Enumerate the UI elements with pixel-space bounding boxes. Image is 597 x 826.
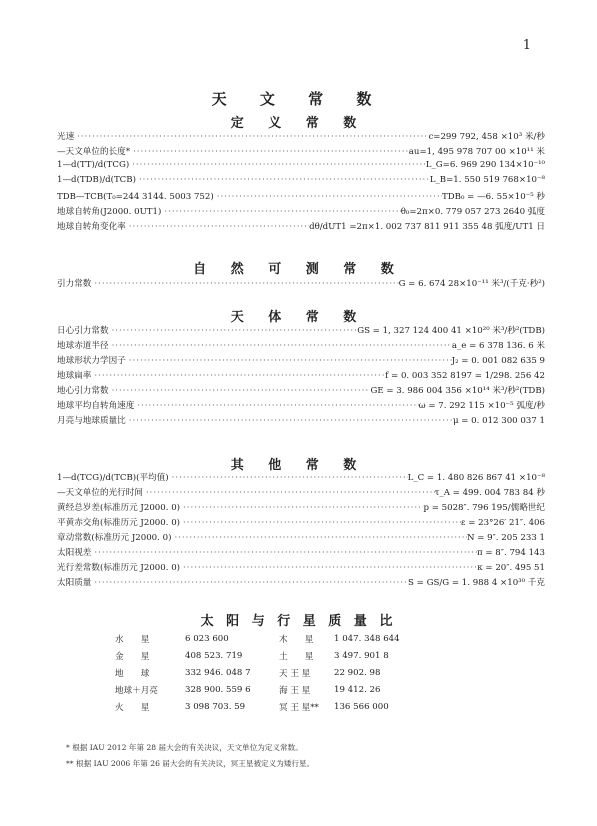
constant-value: G = 6. 674 28×10⁻¹¹ 米³/(千克·秒²) [398,279,545,289]
constant-label: 黄经总岁差(标准历元 J2000. 0) [57,503,181,513]
leader-dots [91,578,408,588]
leader-dots [91,548,477,558]
constant-label: TDB—TCB(T₀=244 3144. 5003 752) [57,192,214,202]
constant-row [57,339,545,354]
mass-ratio-row [115,630,400,647]
constant-value: c=299 792, 458 ×10³ 米/秒 [428,132,545,142]
constant-row [57,501,545,516]
constant-row [57,190,545,205]
planet-name: 木 星 [279,634,314,645]
constant-label: —天文单位的长度* [57,147,131,157]
constant-label: 光行差常数(标准历元 J2000. 0) [57,563,181,573]
constant-row [57,145,545,160]
constant-row [57,220,545,235]
planet-name: 土 星 [279,651,314,662]
leader-dots [180,518,461,528]
leader-dots [136,175,430,185]
leader-dots [109,326,358,336]
constant-row [57,384,545,399]
leader-dots [126,416,453,426]
leader-dots [134,401,418,411]
constant-label: 地球自转角(J2000. 0UT1) [57,207,162,217]
defining-constants-list [57,130,545,235]
mass-ratio-table [115,630,400,715]
constant-row [57,576,545,591]
footnote-2: ** 根据 IAU 2006 年第 26 届大会的有关决议，冥王星被定义为矮行星。 [66,759,315,768]
constant-value: au=1, 495 978 707 00 ×10¹¹ 米 [408,147,545,157]
constant-label: 月亮与地球质量比 [57,416,126,426]
constant-row [57,369,545,384]
leader-dots [91,371,385,381]
mass-ratio-value: 3 098 703. 59 [185,701,246,712]
leader-dots [143,488,435,498]
leader-dots [171,533,467,543]
constant-value: κ = 20″. 495 51 [477,563,545,573]
constant-label: 1—d(TDB)/d(TCB) [57,175,136,185]
constant-row [57,354,545,369]
constant-row [57,175,545,190]
leader-dots [130,147,409,157]
constant-label: 地球赤道半径 [57,341,109,351]
constant-row [57,399,545,414]
page-title: 天 文 常 数 [211,90,386,108]
mass-ratio-heading: 太 阳 与 行 星 质 量 比 [200,614,397,629]
mass-ratio-value: 332 946. 048 7 [185,667,251,678]
constant-value: GS = 1, 327 124 400 41 ×10²⁰ 米³/秒²(TDB) [357,326,545,336]
mass-ratio-value: 22 902. 98 [334,667,381,678]
constant-row [57,516,545,531]
constant-label: 地球平均自转角速度 [57,401,135,411]
constant-value: ω = 7. 292 115 ×10⁻⁵ 弧度/秒 [418,401,545,411]
mass-ratio-value: 3 497. 901 8 [334,650,389,661]
planet-name: 冥 王 星** [279,702,319,713]
constant-value: f = 0. 003 352 8197 = 1/298. 256 42 [385,371,545,381]
constant-label: 日心引力常数 [57,326,109,336]
mass-ratio-value: 328 900. 559 6 [185,684,251,695]
constant-value: ε = 23°26′ 21″. 406 [461,518,545,528]
leader-dots [180,503,423,513]
constant-value: θ₀=2π×0. 779 057 273 2640 弧度 [400,207,545,217]
planet-name: 天 王 星 [279,668,311,679]
constant-label: 地球扁率 [57,371,92,381]
constant-row [57,205,545,220]
leader-dots [214,192,442,202]
constant-label: 平黄赤交角(标准历元 J2000. 0) [57,518,181,528]
constant-label: 引力常数 [57,279,92,289]
constant-value: L_C = 1. 480 826 867 41 ×10⁻⁸ [407,473,545,483]
planet-name: 海 王 星 [279,685,311,696]
leader-dots [109,341,452,351]
constant-value: L_B=1. 550 519 768×10⁻⁸ [429,175,545,185]
leader-dots [126,356,452,366]
constant-row [57,561,545,576]
planet-name: 地球＋月亮 [115,685,158,696]
mass-ratio-row [115,647,400,664]
constant-value: μ = 0. 012 300 037 1 [452,416,545,426]
constant-value: a_e = 6 378 136. 6 米 [451,341,545,351]
mass-ratio-value: 408 523. 719 [185,650,243,661]
mass-ratio-value: 1 047. 348 644 [334,633,400,644]
constant-row [57,486,545,501]
constant-row [57,277,545,292]
section-heading-natural: 自 然 可 测 常 数 [193,262,404,277]
constant-row [57,531,545,546]
section-heading-body: 天 体 常 数 [230,310,367,325]
constant-value: L_G=6. 969 290 134×10⁻¹⁰ [425,160,545,170]
constant-row [57,324,545,339]
constant-value: TDB₀ = —6. 55×10⁻⁵ 秒 [442,192,545,202]
constant-row [57,471,545,486]
constant-row [57,414,545,429]
constant-label: 光速 [57,132,75,142]
planet-name: 地 球 [115,668,150,679]
leader-dots [109,386,371,396]
constant-row [57,130,545,145]
constant-value: τ_A = 499. 004 783 84 秒 [434,488,545,498]
body-constants-list [57,324,545,429]
constant-row [57,160,545,175]
constant-value: dθ/dUT1 =2π×1. 002 737 811 911 355 48 弧度/UT1 日 [309,222,545,232]
leader-dots [74,132,428,142]
leader-dots [180,563,477,573]
constant-label: 地球形状力学因子 [57,356,126,366]
constant-value: N = 9″. 205 233 1 [466,533,545,543]
leader-dots [161,207,400,217]
page-number: 1 [522,38,531,53]
mass-ratio-value: 136 566 000 [334,701,389,712]
constant-label: —天文单位的光行时间 [57,488,143,498]
planet-name: 火 星 [115,702,150,713]
mass-ratio-row [115,681,400,698]
section-heading-defining: 定 义 常 数 [230,116,367,131]
section-heading-other: 其 他 常 数 [230,458,367,473]
constant-row [57,546,545,561]
constant-label: 地球自转角变化率 [57,222,126,232]
mass-ratio-row [115,698,400,715]
leader-dots [169,473,408,483]
constant-label: 太阳质量 [57,578,92,588]
leader-dots [129,160,426,170]
natural-constants-list [57,277,545,292]
constant-label: 太阳视差 [57,548,92,558]
leader-dots [126,222,309,232]
other-constants-list [57,471,545,591]
constant-label: 章动常数(标准历元 J2000. 0) [57,533,172,543]
leader-dots [91,279,398,289]
constant-label: 1—d(TCG)/d(TCB)(平均值) [57,473,169,483]
constant-value: S = GS/G = 1. 988 4 ×10³⁰ 千克 [408,578,545,588]
constant-value: J₂ = 0. 001 082 635 9 [451,356,545,366]
constant-label: 地心引力常数 [57,386,109,396]
planet-name: 水 星 [115,634,150,645]
constant-value: GE = 3. 986 004 356 ×10¹⁴ 米³/秒²(TDB) [370,386,545,396]
mass-ratio-value: 6 023 600 [185,633,229,644]
constant-label: 1—d(TT)/d(TCG) [57,160,130,170]
footnote-1: * 根据 IAU 2012 年第 28 届大会的有关决议，天文单位为定义常数。 [66,743,303,752]
planet-name: 金 星 [115,651,150,662]
constant-value: p = 5028″. 796 195/儒略世纪 [423,503,545,513]
mass-ratio-value: 19 412. 26 [334,684,381,695]
constant-value: π = 8″. 794 143 [477,548,545,558]
mass-ratio-row [115,664,400,681]
